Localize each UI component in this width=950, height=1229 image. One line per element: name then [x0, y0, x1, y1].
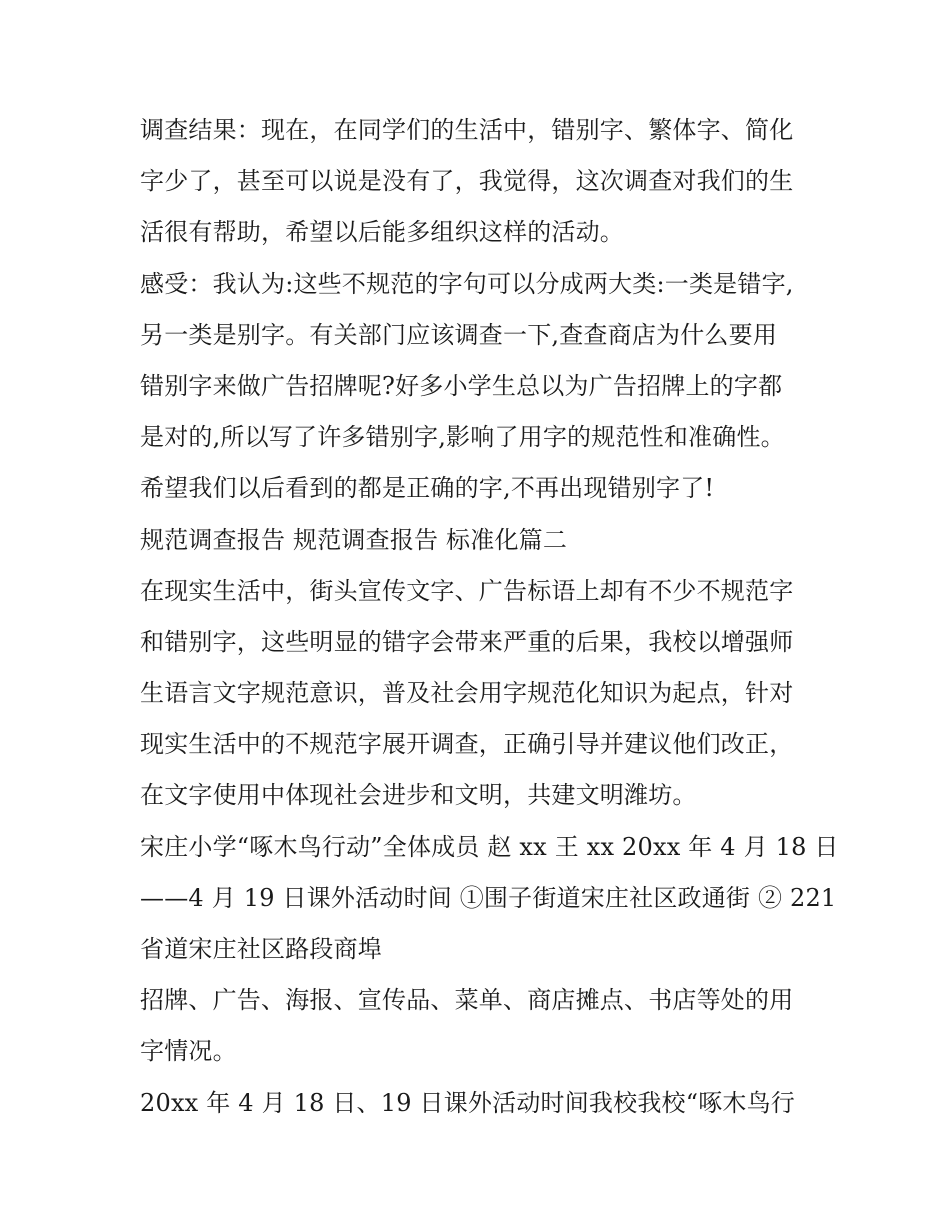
text-line: 错别字来做广告招牌呢?好多小学生总以为广告招牌上的字都 — [140, 371, 783, 400]
text-line: 是对的,所以写了许多错别字,影响了用字的规范性和准确性。 — [140, 423, 785, 452]
section-heading: 规范调查报告 规范调查报告 标准化篇二 — [140, 525, 568, 554]
text-line: 省道宋庄社区路段商埠 — [140, 935, 382, 963]
text-line: 活很有帮助，希望以后能多组织这样的活动。 — [140, 218, 624, 247]
text-line: 和错别字，这些明显的错字会带来严重的后果，我校以增强师 — [140, 627, 794, 656]
text-line: 希望我们以后看到的都是正确的字,不再出现错别字了! — [140, 474, 715, 503]
text-line: ——4 月 19 日课外活动时间 ①围子街道宋庄社区政通街 ② 221 — [140, 883, 837, 912]
text-line: 另一类是别字。有关部门应该调查一下,查查商店为什么要用 — [140, 320, 778, 349]
text-line: 字情况。 — [140, 1037, 237, 1066]
text-line: 宋庄小学“啄木鸟行动”全体成员 赵 xx 王 xx 20xx 年 4 月 18 日 — [140, 832, 839, 861]
document-body — [140, 108, 839, 1132]
text-line: 字少了，甚至可以说是没有了，我觉得，这次调查对我们的生 — [140, 167, 794, 196]
text-line: 生语言文字规范意识，普及社会用字规范化知识为起点，针对 — [140, 679, 794, 708]
text-line: 在文字使用中体现社会进步和文明，共建文明潍坊。 — [140, 781, 697, 810]
text-line: 20xx 年 4 月 18 日、19 日课外活动时间我校我校“啄木鸟行 — [140, 1088, 795, 1117]
text-line: 调查结果：现在，在同学们的生活中，错别字、繁体字、简化 — [140, 116, 794, 144]
text-line: 感受：我认为:这些不规范的字句可以分成两大类:一类是错字, — [140, 269, 794, 298]
text-line: 在现实生活中，街头宣传文字、广告标语上却有不少不规范字 — [140, 576, 794, 605]
text-line: 现实生活中的不规范字展开调查，正确引导并建议他们改正， — [140, 730, 794, 759]
text-line: 招牌、广告、海报、宣传品、菜单、商店摊点、书店等处的用 — [140, 986, 794, 1015]
